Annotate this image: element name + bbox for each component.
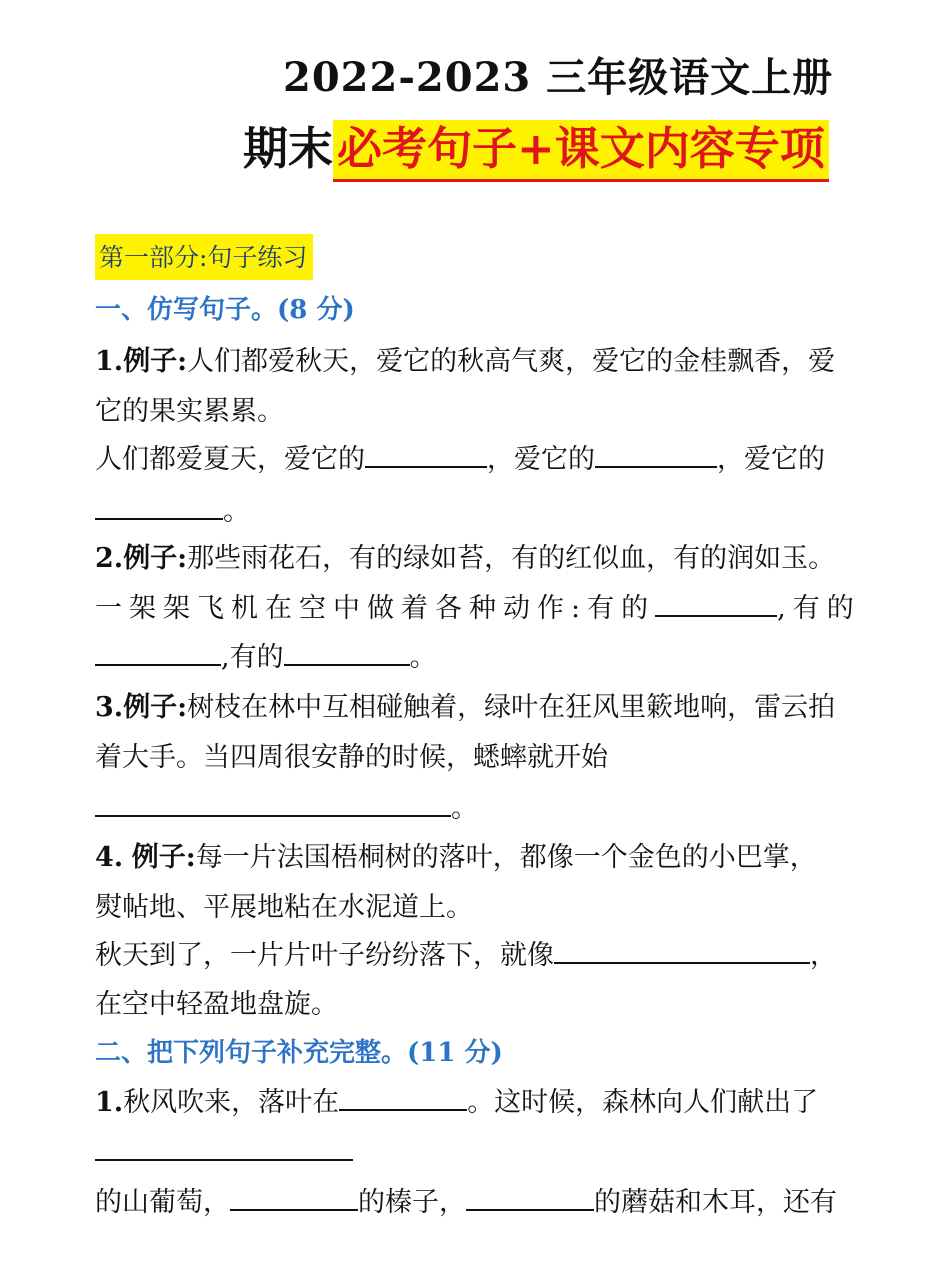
section-heading-1: 一、仿写句子。(8 分) — [95, 295, 355, 325]
s2-q1-number: 1. — [95, 1087, 124, 1118]
q1-number: 1. — [95, 346, 124, 377]
q2-example-line — [95, 536, 835, 575]
q2-task-line2 — [95, 635, 437, 674]
q4-number: 4. — [95, 842, 124, 873]
q2-example-label: 例子: — [123, 543, 188, 574]
q1-blank-2[interactable] — [595, 439, 717, 468]
q4-task-text: 秋天到了，一片片叶子纷纷落下，就像 — [95, 940, 554, 971]
s2-q1-text: 秋风吹来，落叶在 — [123, 1087, 340, 1118]
q3-number: 3. — [95, 692, 124, 723]
q2-end: 。 — [409, 642, 437, 673]
q4-comma: ， — [810, 940, 837, 971]
q1-task-text-3: ，爱它的 — [717, 444, 825, 475]
section-heading-2: 二、把下列句子补充完整。(11 分) — [95, 1038, 503, 1068]
q4-blank-1[interactable] — [554, 935, 810, 964]
s2-q1-line2 — [95, 1132, 353, 1168]
q3-example-line1 — [95, 685, 835, 724]
s2-q1-text-5: 的蘑菇和木耳，还有 — [594, 1187, 837, 1218]
s2-q1-line3 — [95, 1180, 837, 1219]
q3-task-line — [95, 786, 478, 825]
s2-q1-text-2: 。这时候，森林向人们献出了 — [467, 1087, 819, 1118]
s2-q1-text-3: 的山葡萄， — [95, 1187, 230, 1218]
q1-end: 。 — [223, 496, 250, 527]
q1-blank-1[interactable] — [365, 439, 487, 468]
q2-blank-1[interactable] — [655, 588, 777, 617]
q1-example-line1 — [95, 339, 835, 378]
q2-task-line — [95, 586, 861, 625]
q1-blank-3[interactable] — [95, 491, 223, 520]
q2-blank-3[interactable] — [284, 637, 410, 666]
q4-example-text: 每一片法国梧桐树的落叶，都像一个金色的小巴掌， — [195, 842, 817, 873]
s2-q1-blank-1[interactable] — [339, 1082, 467, 1111]
q1-task-line — [95, 437, 825, 476]
page-title: 2022-2023 三年级语文上册 — [283, 54, 834, 101]
q1-task-text-2: ，爱它的 — [487, 444, 595, 475]
q1-example-line2: 它的果实累累。 — [95, 396, 284, 427]
s2-q1-blank-2[interactable] — [95, 1132, 353, 1161]
q2-task-text: 一架架飞机在空中做着各种动作:有的 — [95, 593, 656, 624]
subtitle-prefix: 期末 — [243, 122, 334, 175]
s2-q1-blank-3[interactable] — [230, 1182, 358, 1211]
part-heading: 第一部分:句子练习 — [95, 234, 313, 280]
q4-task-line2: 在空中轻盈地盘旋。 — [95, 989, 338, 1020]
q3-blank-1[interactable] — [95, 788, 451, 817]
page-subtitle — [243, 112, 829, 177]
q4-example-line1 — [95, 835, 817, 874]
s2-q1-text-4: 的榛子， — [358, 1187, 466, 1218]
q2-task-text-3: ,有的 — [221, 642, 284, 673]
s2-q1-line1 — [95, 1080, 818, 1119]
q2-number: 2. — [95, 543, 124, 574]
q2-task-text-2: ,有的 — [777, 593, 861, 624]
q3-end: 。 — [451, 793, 478, 824]
q2-example-text: 那些雨花石，有的绿如苔，有的红似血，有的润如玉。 — [187, 543, 836, 574]
q2-blank-2[interactable] — [95, 637, 221, 666]
q3-example-text: 树枝在林中互相碰触着，绿叶在狂风里簌地响，雷云拍 — [187, 692, 836, 723]
q1-example-text: 人们都爱秋天，爱它的秋高气爽，爱它的金桂飘香，爱 — [187, 346, 836, 377]
q4-task-line — [95, 933, 837, 972]
s2-q1-blank-4[interactable] — [466, 1182, 594, 1211]
q4-example-line2: 熨帖地、平展地粘在水泥道上。 — [95, 892, 473, 923]
q3-example-label: 例子: — [123, 692, 188, 723]
subtitle-highlight: 必考句子+课文内容专项 — [333, 120, 829, 182]
q4-example-label: 例子: — [131, 842, 196, 873]
q1-task-text: 人们都爱夏天，爱它的 — [95, 444, 365, 475]
q1-task-line2 — [95, 489, 250, 528]
q1-example-label: 例子: — [123, 346, 188, 377]
q3-example-line2: 着大手。当四周很安静的时候，蟋蟀就开始 — [95, 742, 608, 773]
